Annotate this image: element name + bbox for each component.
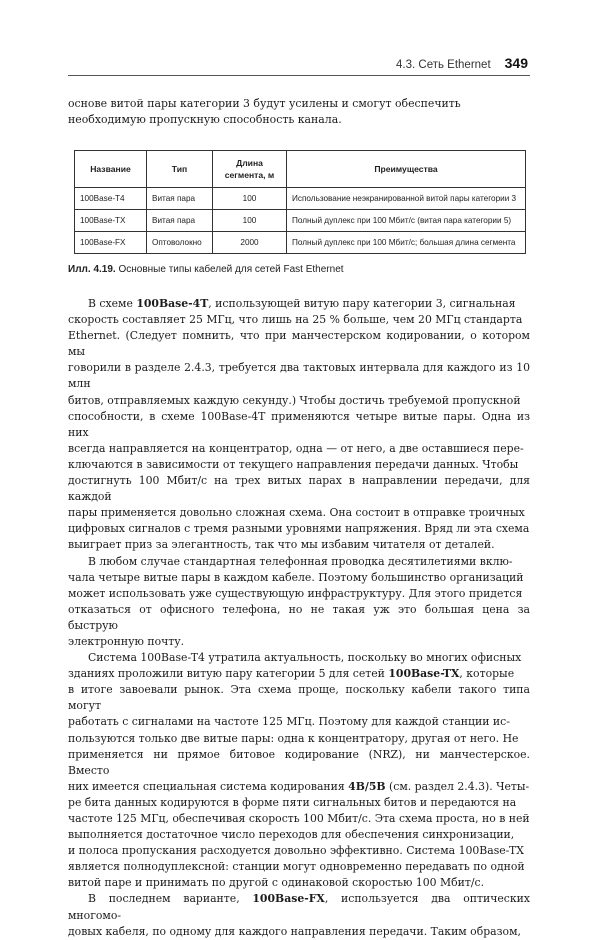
line: способности, в схеме 100Base-4T применяются четыре витые пары. Одна из них <box>68 409 530 439</box>
line: отказаться от офисного телефона, но не такая уж это большая цена за быструю <box>68 602 530 632</box>
caption-text: Основные типы кабелей для сетей Fast Ethernet <box>118 264 344 275</box>
line: работать с сигналами на частоте 125 МГц. Поэтому для каждой станции ис- <box>68 715 510 729</box>
line: может использовать уже существующую инфраструктуру. Для этого придется <box>68 586 523 600</box>
line: довых кабеля, по одному для каждого направления передачи. Таким образом, <box>68 924 521 938</box>
line: достигнуть 100 Мбит/с на трех витых парах в направлении передачи, для каждой <box>68 474 530 504</box>
figure-caption <box>68 264 530 275</box>
line: скорость составляет 25 МГц, что лишь на 25 % больше, чем 20 МГц стандарта <box>68 313 523 327</box>
paragraph-2 <box>68 554 530 651</box>
intro-paragraph: основе витой пары категории 3 будут усилены и смогут обеспечить необходимую пропускную способность канала. <box>68 97 461 126</box>
line: В последнем варианте, 100Base-FX, используется два оптических многомо- <box>68 892 530 922</box>
line: цифровых сигналов с тремя разными уровнями напряжения. Вряд ли эта схема <box>68 522 530 536</box>
cell-advantages: Использование неэкранированной витой пары категории 3 <box>287 188 526 210</box>
line: В любом случае стандартная телефонная проводка десятилетиями вклю- <box>88 554 513 568</box>
table-header-row <box>75 151 526 188</box>
line: битов, отправляемых каждую секунду.) Чтобы достичь требуемой пропускной <box>68 393 521 407</box>
line: частоте 125 МГц, обеспечивая скорость 100 Мбит/с. Эта схема проста, но в ней <box>68 812 530 825</box>
term-100base-tx: 100Base-TX <box>388 667 460 681</box>
cell-name: 100Base-T4 <box>75 188 147 210</box>
line: чала четыре витые пары в каждом кабеле. Поэтому большинство организаций <box>68 570 524 584</box>
cell-name: 100Base-FX <box>75 232 147 254</box>
line: применяется ни прямое битовое кодирование (NRZ), ни манчестерское. Вместо <box>68 747 530 777</box>
page-number: 349 <box>504 55 528 71</box>
cell-name: 100Base-TX <box>75 210 147 232</box>
line: электронную почту. <box>68 634 185 648</box>
line: витой паре и принимать по другой с одинаковой скоростью 100 Мбит/с. <box>68 876 485 890</box>
header-name: Название <box>75 151 147 188</box>
cable-types-table <box>74 150 526 254</box>
header-length: Длина сегмента, м <box>213 151 287 188</box>
line: пары применяется довольно сложная схема. Она состоит в отправке троичных <box>68 506 525 520</box>
term-4b5b: 4B/5B <box>348 779 386 793</box>
line: в итоге завоевали рынок. Эта схема проще, поскольку кабели такого типа могут <box>68 683 530 713</box>
section-title: 4.3. Сеть Ethernet <box>396 59 491 71</box>
running-header <box>68 55 528 73</box>
cell-type: Витая пара <box>147 188 213 210</box>
cell-advantages: Полный дуплекс при 100 Мбит/с (витая пара категории 5) <box>287 210 526 232</box>
line: зданиях проложили витую пару категории 5 для сетей 100Base-TX, которые <box>68 667 515 681</box>
paragraph-1 <box>68 296 530 554</box>
body-text <box>68 296 530 940</box>
term-100base-4t: 100Base-4T <box>136 297 209 310</box>
table-row <box>75 210 526 232</box>
paragraph-3 <box>68 650 530 891</box>
cell-type: Витая пара <box>147 210 213 232</box>
cell-length: 2000 <box>213 232 287 254</box>
cell-advantages: Полный дуплекс при 100 Мбит/с; большая длина сегмента <box>287 232 526 254</box>
table-row <box>75 188 526 210</box>
cell-length: 100 <box>213 210 287 232</box>
line: выиграет приз за элегантность, так что мы избавим читателя от деталей. <box>68 538 495 552</box>
line: всегда направляется на концентратор, одна — от него, а две оставшиеся пере- <box>68 441 524 455</box>
line: ре бита данных кодируются в форме пяти сигнальных битов и передаются на <box>68 795 517 809</box>
line: них имеется специальная система кодирования 4B/5B (см. раздел 2.4.3). Четы- <box>68 779 530 793</box>
cell-length: 100 <box>213 188 287 210</box>
paragraph-4 <box>68 891 530 939</box>
cell-type: Оптоволокно <box>147 232 213 254</box>
header-advantages: Преимущества <box>287 151 526 188</box>
line: выполняется достаточное число переходов для обеспечения синхронизации, <box>68 828 515 842</box>
line: В схеме 100Base-4T, использующей витую пару категории 3, сигнальная <box>88 297 516 310</box>
line: пользуются только две витые пары: одна к концентратору, другая от него. Не <box>68 731 519 745</box>
line: является полнодуплексной: станции могут одновременно передавать по одной <box>68 860 525 874</box>
line: Ethernet. (Следует помнить, что при манчестерском кодировании, о котором мы <box>68 329 530 359</box>
caption-label: Илл. 4.19. <box>68 264 116 275</box>
line: говорили в разделе 2.4.3, требуется два тактовых интервала для каждого из 10 млн <box>68 361 530 391</box>
header-divider <box>68 75 530 76</box>
table-row <box>75 232 526 254</box>
header-type: Тип <box>147 151 213 188</box>
line: ключаются в зависимости от текущего направления передачи данных. Чтобы <box>68 457 519 471</box>
line: Система 100Base-T4 утратила актуальность, поскольку во многих офисных <box>88 651 522 665</box>
term-100base-fx: 100Base-FX <box>252 892 325 906</box>
line: и полоса пропускания расходуется довольно эффективно. Система 100Base-TX <box>68 844 524 858</box>
